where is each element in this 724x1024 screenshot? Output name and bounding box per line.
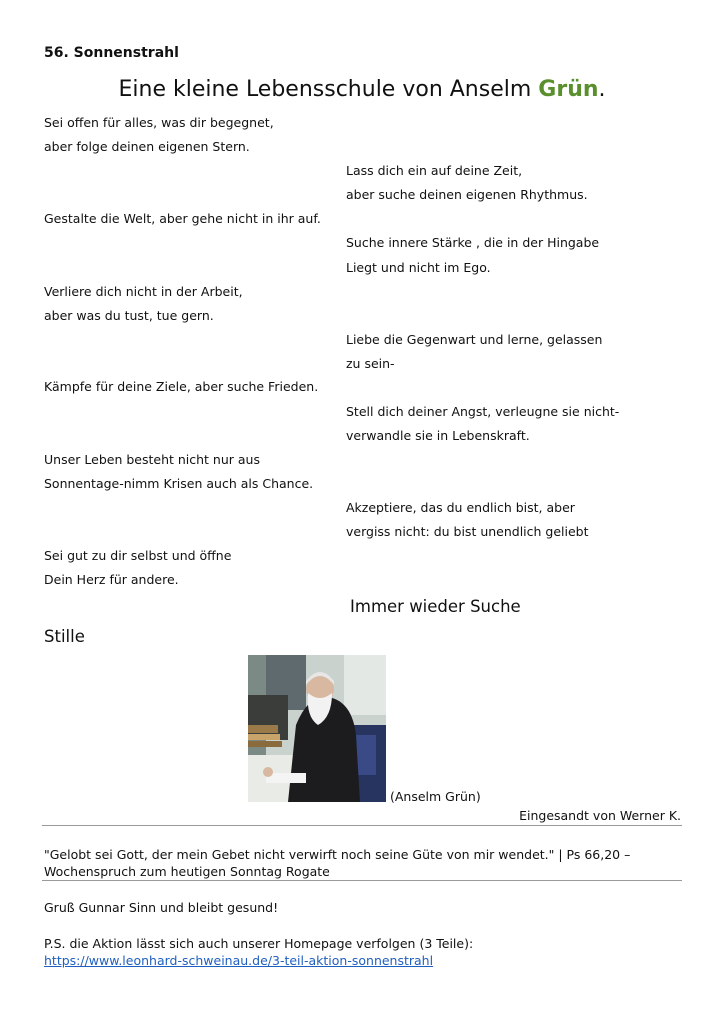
poem-closing-right: Immer wieder Suche	[350, 597, 521, 616]
greeting: Gruß Gunnar Sinn und bleibt gesund!	[44, 900, 279, 915]
poem-right-line: Lass dich ein auf deine Zeit,	[346, 163, 523, 178]
poem-right-line: vergiss nicht: du bist unendlich geliebt	[346, 524, 589, 539]
homepage-link[interactable]: https://www.leonhard-schweinau.de/3-teil-aktion-sonnenstrahl	[44, 953, 434, 968]
page-title	[0, 77, 724, 102]
poem-left-line: Kämpfe für deine Ziele, aber suche Frieden.	[44, 379, 319, 394]
postscript-text: P.S. die Aktion lässt sich auch unserer Homepage verfolgen (3 Teile):	[44, 936, 474, 951]
divider	[42, 880, 682, 881]
poem-left-line: Unser Leben besteht nicht nur aus	[44, 452, 260, 467]
page-heading: 56. Sonnenstrahl	[44, 45, 179, 61]
poem-right-line: verwandle sie in Lebenskraft.	[346, 428, 530, 443]
poem-right-line: Akzeptiere, das du endlich bist, aber	[346, 500, 575, 515]
poem-right-line: aber suche deinen eigenen Rhythmus.	[346, 187, 588, 202]
sender-line: Eingesandt von Werner K.	[519, 808, 681, 823]
poem-left-line: Dein Herz für andere.	[44, 572, 179, 587]
title-main: Eine kleine Lebensschule von Anselm	[118, 77, 539, 102]
author-photo	[248, 655, 386, 802]
poem-left-line: aber was du tust, tue gern.	[44, 308, 214, 323]
title-accent-name: Grün	[538, 77, 599, 102]
poem-left-line: Sei gut zu dir selbst und öffne	[44, 548, 232, 563]
poem-right-line: Suche innere Stärke , die in der Hingabe	[346, 235, 600, 250]
poem-closing-left: Stille	[44, 627, 85, 646]
divider	[42, 825, 682, 826]
poem-left-line: Verliere dich nicht in der Arbeit,	[44, 284, 243, 299]
weekly-verse: "Gelobt sei Gott, der mein Gebet nicht verwirft noch seine Güte von mir wendet." | Ps 66,20 – Wochenspruch zum heutigen Sonntag Rogate	[44, 847, 631, 879]
poem-left-line: Sonnentage-nimm Krisen auch als Chance.	[44, 476, 314, 491]
poem-left-line: Gestalte die Welt, aber gehe nicht in ihr auf.	[44, 211, 321, 226]
poem-right-line: Stell dich deiner Angst, verleugne sie nicht-	[346, 404, 620, 419]
poem-right-line: Liegt und nicht im Ego.	[346, 260, 491, 275]
postscript	[44, 935, 473, 969]
title-end: .	[598, 77, 606, 102]
photo-caption: (Anselm Grün)	[390, 789, 481, 804]
poem-left-line: Sei offen für alles, was dir begegnet,	[44, 115, 274, 130]
poem-right-line: zu sein-	[346, 356, 395, 371]
poem-right-line: Liebe die Gegenwart und lerne, gelassen	[346, 332, 603, 347]
poem-left-line: aber folge deinen eigenen Stern.	[44, 139, 250, 154]
